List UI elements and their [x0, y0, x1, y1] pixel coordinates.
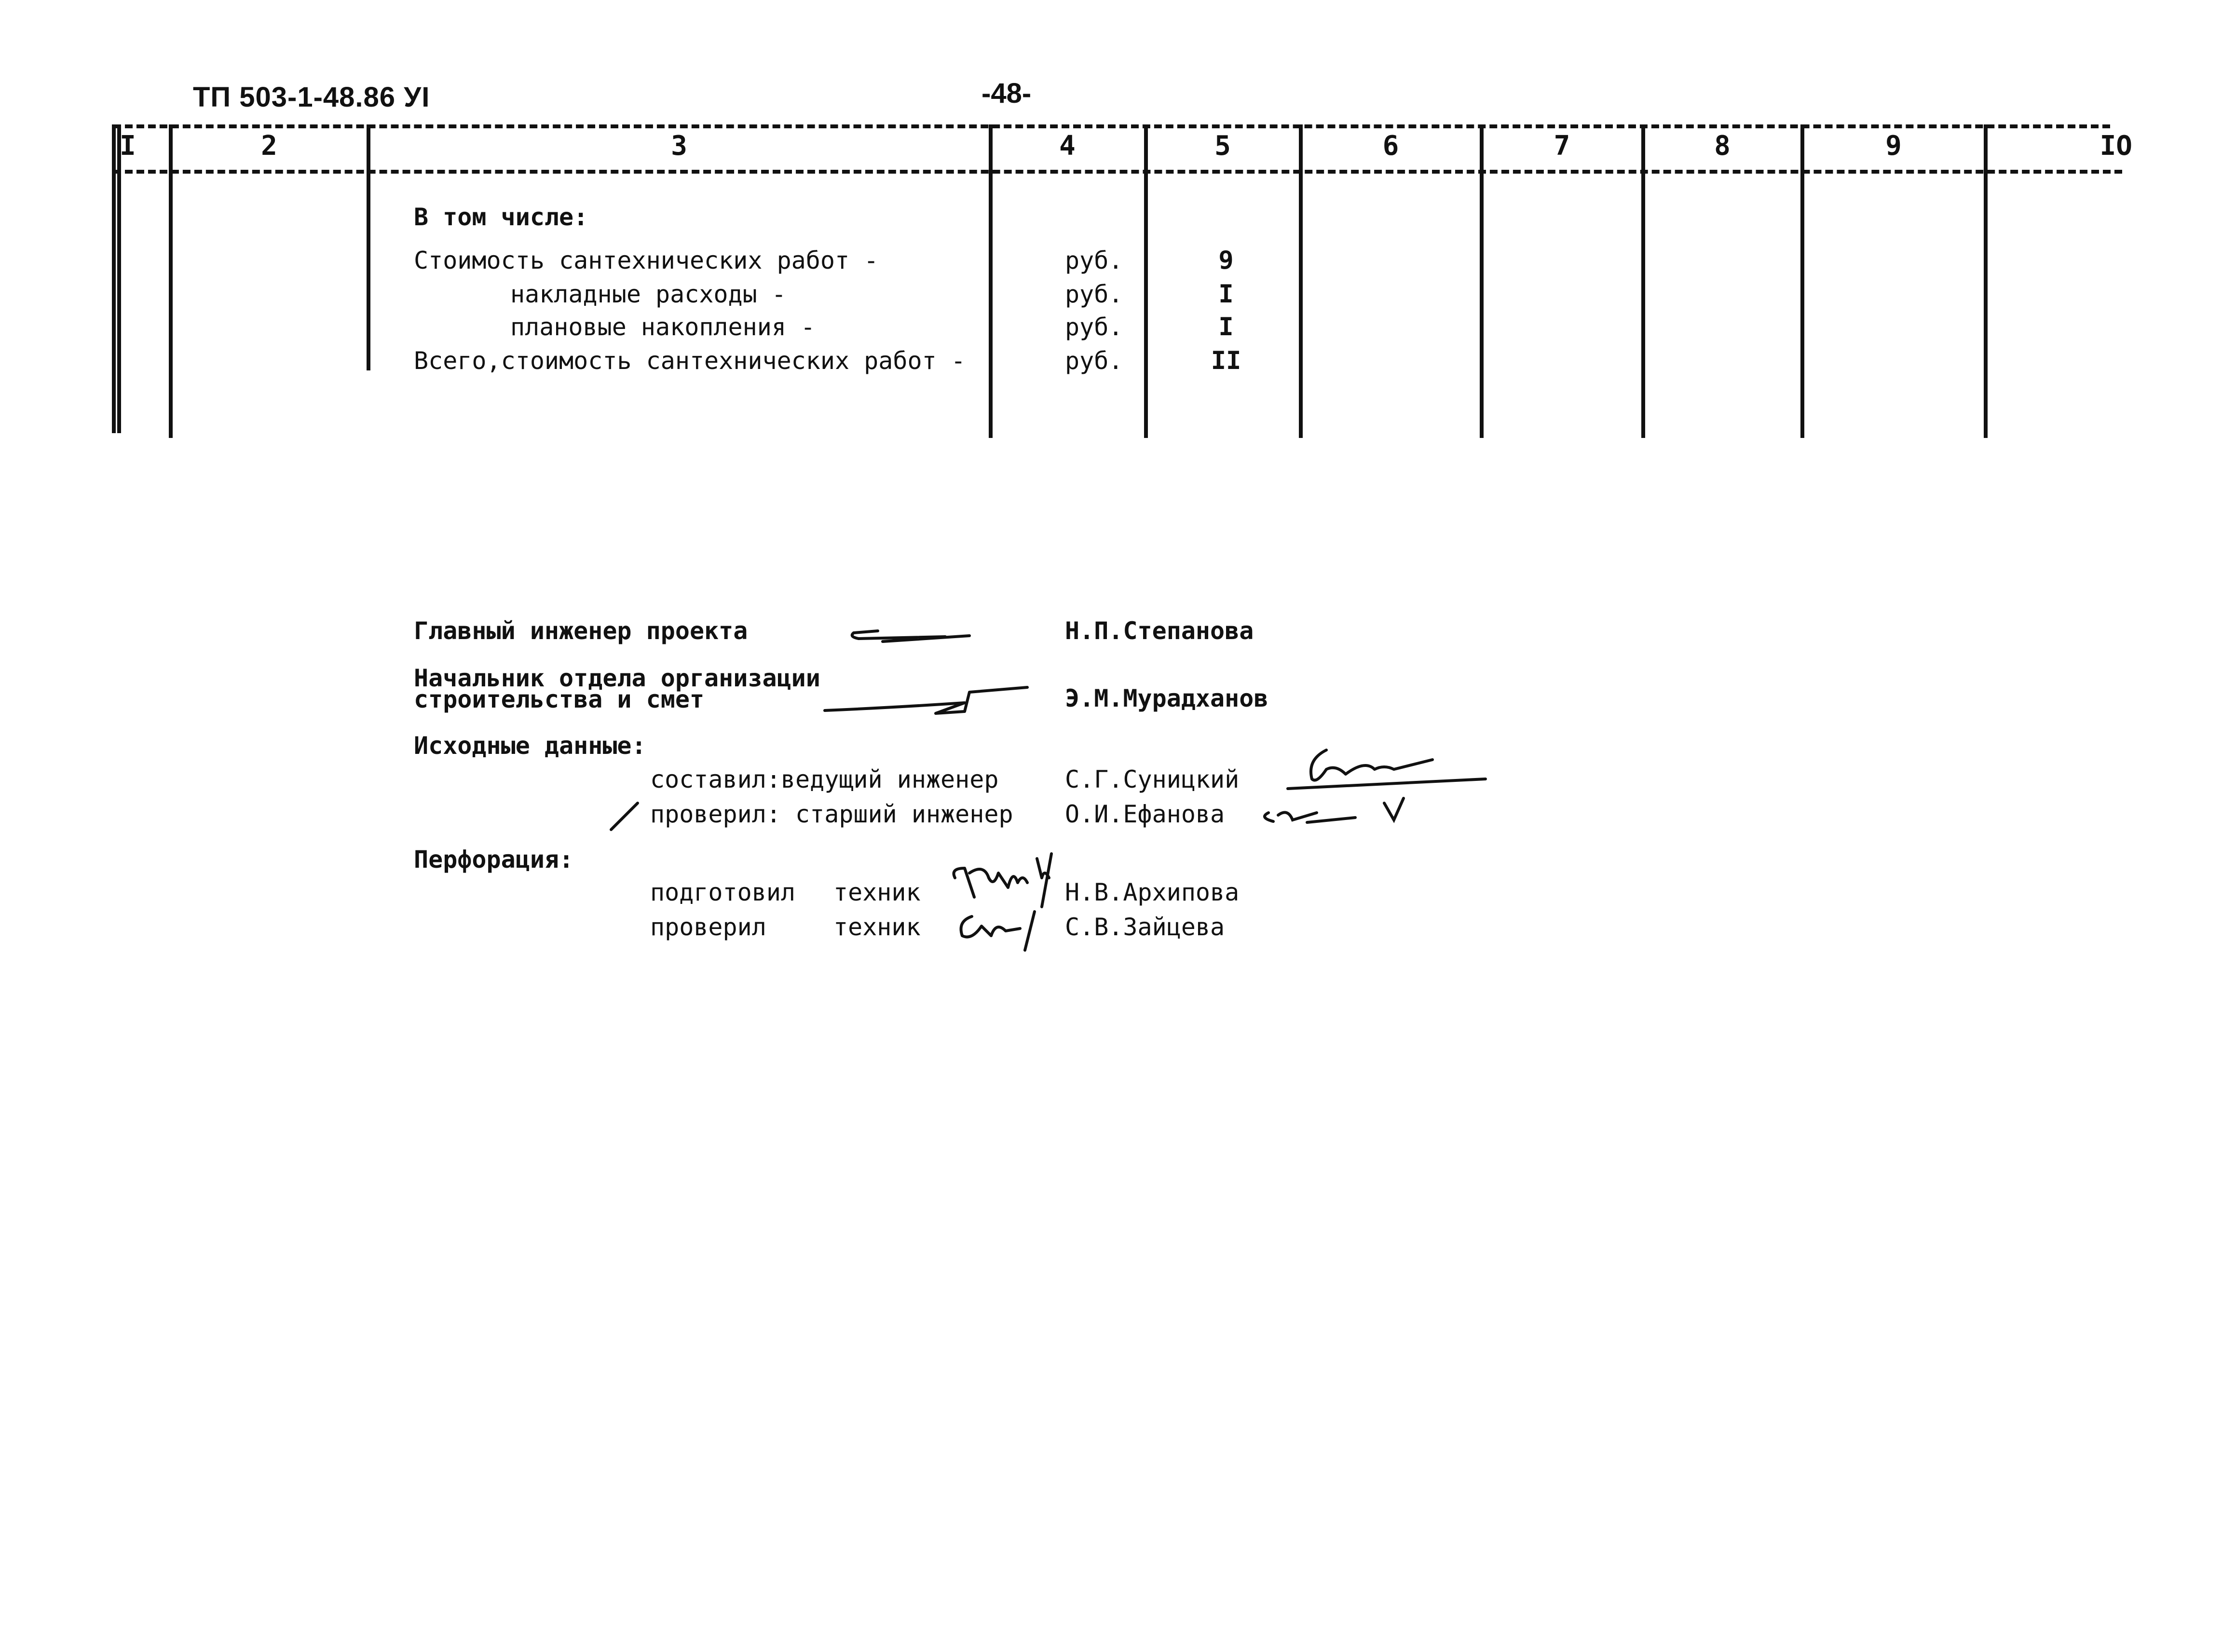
prepared-role: техник: [833, 878, 921, 906]
source-data-heading: Исходные данные:: [414, 732, 646, 760]
department-head-name: Э.М.Мурадханов: [1065, 684, 1268, 712]
column-header-7: 7: [1554, 130, 1570, 162]
document-code: ТП 503-1-48.86 УI: [193, 82, 430, 113]
column-header-8: 8: [1714, 130, 1731, 162]
column-divider: [367, 124, 370, 370]
chief-engineer-name: Н.П.Степанова: [1065, 617, 1254, 645]
column-divider: [117, 124, 121, 433]
row-name: накладные расходы -: [510, 280, 786, 308]
row-value: I: [1218, 280, 1234, 309]
column-header-6: 6: [1382, 130, 1399, 162]
checked-role: проверил: старший инженер: [650, 800, 1013, 828]
column-header-10: IO: [2099, 130, 2132, 162]
column-header-4: 4: [1059, 130, 1076, 162]
column-header-3: 3: [671, 130, 687, 162]
column-header-2: 2: [261, 130, 277, 162]
prepared-name: Н.В.Архипова: [1065, 878, 1240, 906]
row-unit: руб.: [1065, 313, 1123, 341]
checked-name: О.И.Ефанова: [1065, 800, 1225, 828]
row-name: плановые накопления -: [510, 313, 816, 341]
column-divider: [989, 124, 993, 438]
checkmark-icon: [609, 801, 642, 834]
table-header-rule: [113, 170, 2122, 174]
column-divider: [1641, 124, 1645, 438]
section-heading: В том числе:: [414, 203, 588, 231]
column-header-9: 9: [1885, 130, 1902, 162]
column-divider: [1800, 124, 1804, 438]
row-name: Всего,стоимость сантехнических работ -: [414, 347, 966, 375]
row-name: Стоимость сантехнических работ -: [414, 246, 879, 274]
page-number: -48-: [981, 78, 1032, 109]
column-header-5: 5: [1214, 130, 1231, 162]
department-head-signature: [820, 678, 1032, 721]
column-divider: [112, 124, 116, 433]
prepared-signature: [945, 849, 1061, 907]
column-divider: [1299, 124, 1303, 438]
column-header-1: I: [120, 130, 136, 162]
row-unit: руб.: [1065, 280, 1123, 308]
row-unit: руб.: [1065, 246, 1123, 274]
department-head-role-line2: строительства и смет: [414, 685, 705, 713]
perforation-checked-role: техник: [833, 913, 921, 941]
chief-engineer-signature: [849, 622, 979, 651]
row-unit: руб.: [1065, 347, 1123, 375]
perforation-checked-name: С.В.Зайцева: [1065, 913, 1225, 941]
column-divider: [1144, 124, 1148, 438]
chief-engineer-role: Главный инженер проекта: [414, 617, 748, 645]
column-divider: [1480, 124, 1484, 438]
column-divider: [169, 124, 173, 438]
perforation-heading: Перфорация:: [414, 846, 574, 874]
row-value: I: [1218, 313, 1234, 341]
table-top-rule: [113, 124, 2110, 128]
perforation-checked-action: проверил: [650, 913, 766, 941]
prepared-action: подготовил: [650, 878, 796, 906]
row-value: 9: [1218, 246, 1234, 275]
department-head-role-line1: Начальник отдела организации: [414, 664, 820, 692]
perforation-checked-signature: [953, 902, 1049, 950]
compiled-name: С.Г.Суницкий: [1065, 765, 1240, 793]
column-divider: [1984, 124, 1988, 438]
compiled-role: составил:ведущий инженер: [650, 765, 999, 793]
compiled-signature: [1259, 731, 1490, 827]
row-value: II: [1211, 346, 1241, 375]
